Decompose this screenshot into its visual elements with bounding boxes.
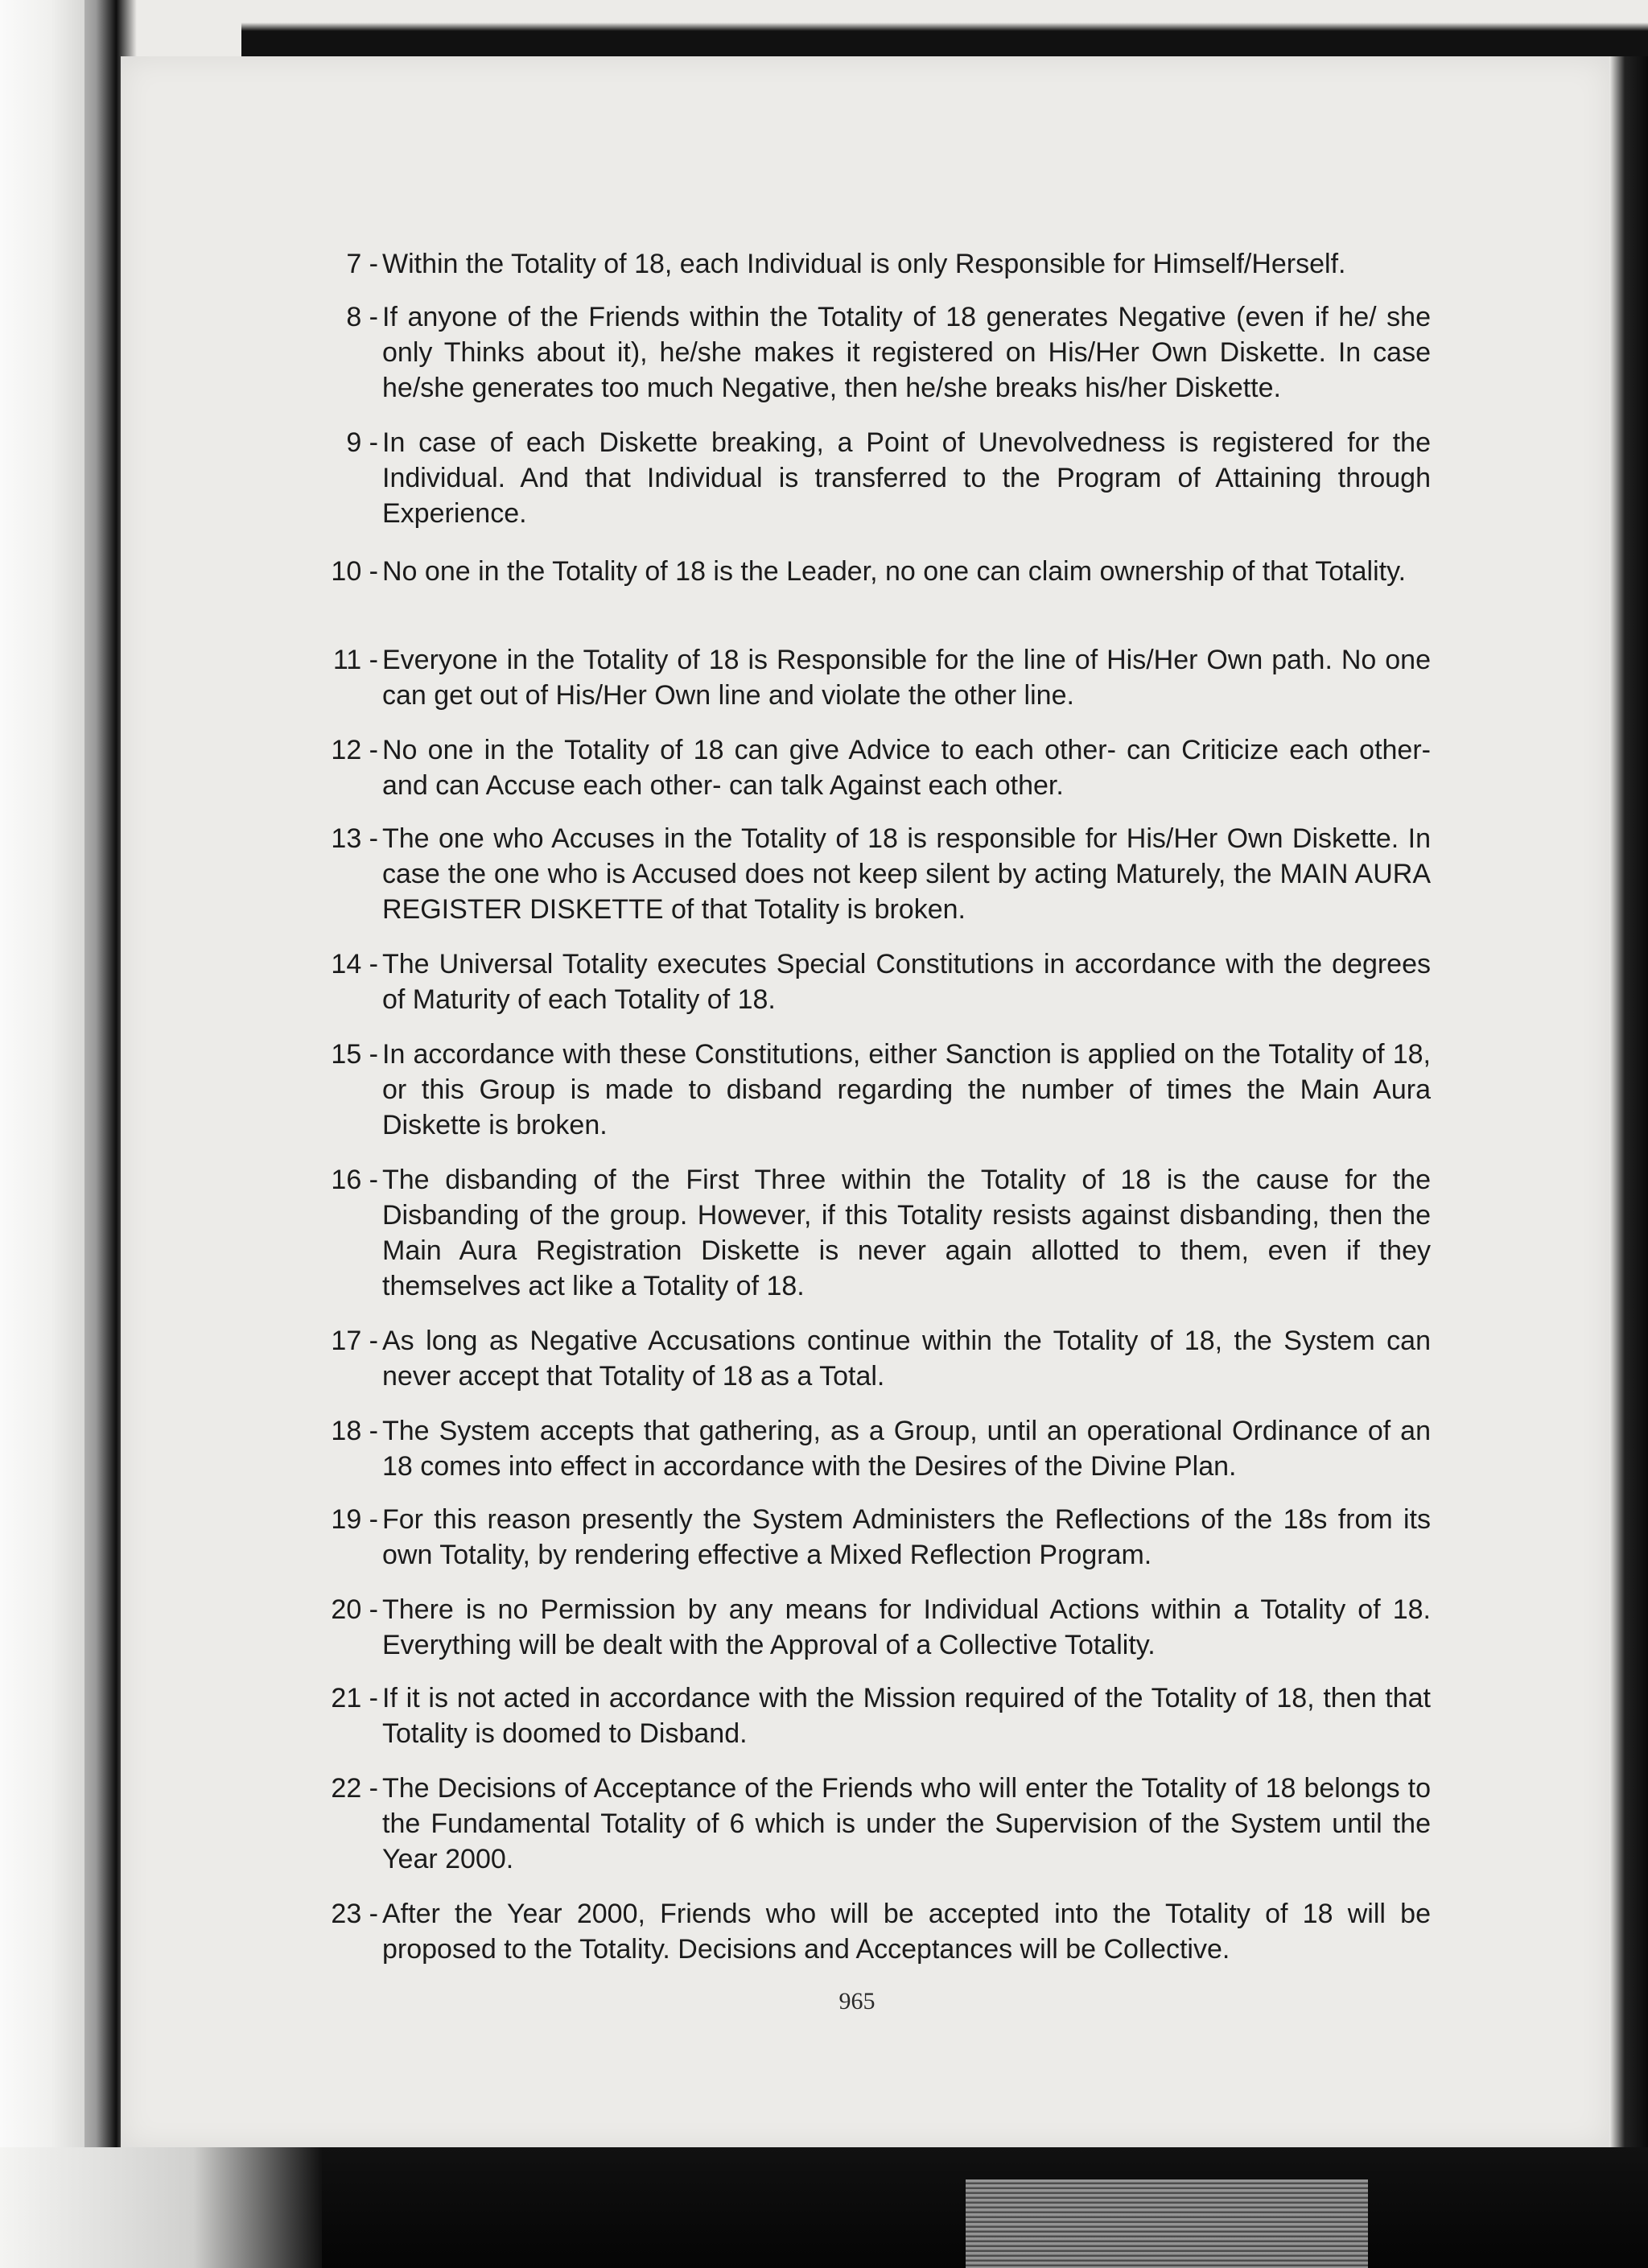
item-number: 11 -: [332, 645, 378, 675]
item-number: 13 -: [331, 823, 378, 854]
item-text: The Universal Totality executes Special Constitutions in accordance with the degrees of Maturity of each Totality of 18.: [382, 949, 1431, 1015]
item-number: 8 -: [346, 302, 378, 332]
item-text: No one in the Totality of 18 is the Leader, no one can claim ownership of that Totality.: [382, 556, 1407, 587]
item-text: For this reason presently the System Administers the Reflections of the 18s from its own Totality, by rendering effective a Mixed Reflection Program.: [382, 1504, 1431, 1570]
item-text: The System accepts that gathering, as a Group, until an operational Ordinance of an 18 comes into effect in accordance with the Desires of the Divine Plan.: [382, 1416, 1431, 1482]
item-number: 21 -: [331, 1683, 378, 1713]
item-number: 17 -: [331, 1326, 378, 1356]
item-text: As long as Negative Accusations continue within the Totality of 18, the System can never accept that Totality of 18 as a Total.: [382, 1326, 1431, 1392]
item-number: 14 -: [331, 949, 378, 979]
item-number: 9 -: [346, 427, 378, 458]
item-number: 23 -: [331, 1899, 378, 1929]
item-number: 12 -: [331, 735, 378, 765]
page-number: 965: [838, 1988, 876, 2014]
item-text: The Decisions of Acceptance of the Friends who will enter the Totality of 18 belongs to the Fundamental Totality of 6 which is under the Supervision of the System until the Year 2000.: [382, 1773, 1431, 1874]
item-text: No one in the Totality of 18 can give Advice to each other- can Criticize each other- and can Accuse each other- can talk Against each other.: [382, 735, 1431, 801]
item-number: 7 -: [346, 249, 378, 279]
item-number: 10 -: [331, 556, 378, 587]
item-text: Within the Totality of 18, each Individual is only Responsible for Himself/Herself.: [382, 249, 1346, 279]
item-text: There is no Permission by any means for Individual Actions within a Totality of 18. Everything will be dealt with the Approval of a Collective Totality.: [382, 1594, 1431, 1660]
item-number: 16 -: [331, 1165, 378, 1195]
item-text: If anyone of the Friends within the Totality of 18 generates Negative (even if he/ she only Thinks about it), he/she makes it registered on His/Her Own Diskette. In case he/she generates too much Negative, then he/she breaks his/her Diskette.: [382, 302, 1431, 403]
item-text: In accordance with these Constitutions, either Sanction is applied on the Totality of 18, or this Group is made to disband regarding the number of times the Main Aura Diskette is broken.: [382, 1039, 1431, 1140]
item-number: 20 -: [331, 1594, 378, 1625]
item-number: 22 -: [331, 1773, 378, 1804]
item-text: If it is not acted in accordance with the Mission required of the Totality of 18, then that Totality is doomed to Disband.: [382, 1683, 1431, 1749]
item-text: The disbanding of the First Three within the Totality of 18 is the cause for the Disbanding of the group. However, if this Totality resists against disbanding, then the Main Aura Registration Diskette is never again allotted to them, even if they themselves act like a Totality of 18.: [382, 1165, 1431, 1301]
item-text: Everyone in the Totality of 18 is Responsible for the line of His/Her Own path. No one can get out of His/Her Own line and violate the other line.: [382, 645, 1431, 711]
item-text: The one who Accuses in the Totality of 18 is responsible for His/Her Own Diskette. In case the one who is Accused does not keep silent by acting Maturely, the MAIN AURA REGISTER DISKETTE of that Totality is broken.: [382, 823, 1431, 925]
item-number: 19 -: [331, 1504, 378, 1535]
item-number: 18 -: [331, 1416, 378, 1446]
item-number: 15 -: [331, 1039, 378, 1070]
item-text: In case of each Diskette breaking, a Point of Unevolvedness is registered for the Individual. And that Individual is transferred to the Program of Attaining through Experience.: [382, 427, 1431, 529]
item-text: After the Year 2000, Friends who will be accepted into the Totality of 18 will be proposed to the Totality. Decisions and Acceptances will be Collective.: [382, 1899, 1431, 1965]
